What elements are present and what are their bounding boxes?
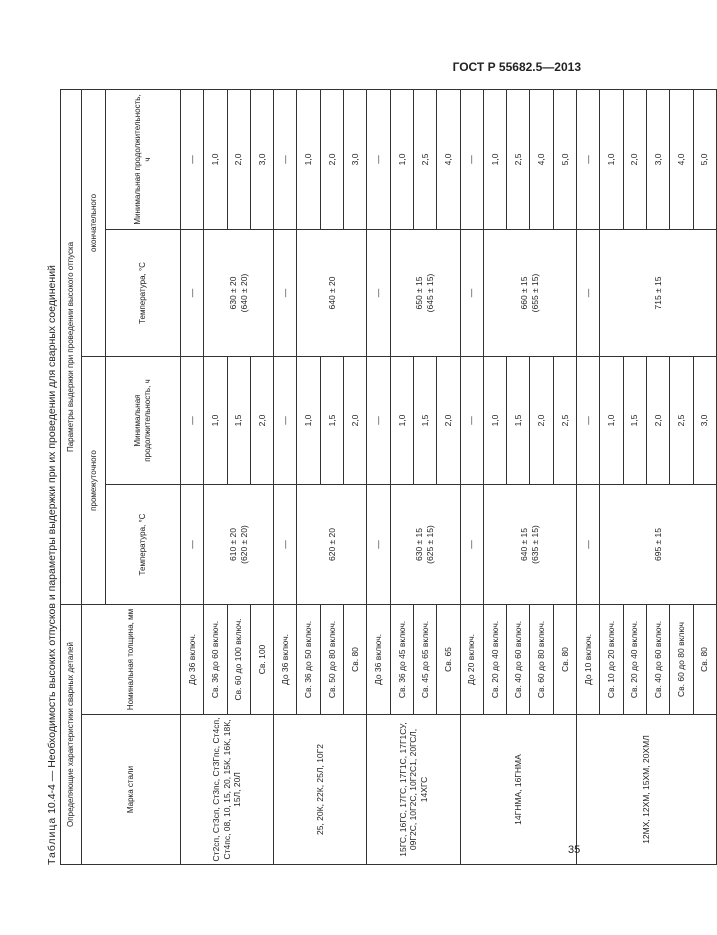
duration-final-cell: 3,0 xyxy=(344,89,367,229)
duration-intermediate-cell: 1,0 xyxy=(297,357,320,485)
temp-final-cell: 630 ± 20 (640 ± 20) xyxy=(204,230,274,357)
temp-final-cell: 650 ± 15 (645 ± 15) xyxy=(390,230,460,357)
duration-intermediate-cell: 1,0 xyxy=(390,357,413,485)
steel-grade-cell: Ст2сп, Ст3сп, Ст3пс, Ст3Гпс, Ст4сп, Ст4пс, 08, 10, 15, 20, 15К, 16К, 18К, 15Л, 20Л xyxy=(181,715,274,865)
duration-final-cell: — xyxy=(181,89,204,229)
table-row xyxy=(460,89,483,864)
duration-intermediate-cell: — xyxy=(577,357,600,485)
duration-final-cell: 2,5 xyxy=(413,89,436,229)
header-final: окончательного xyxy=(82,89,106,356)
table-row xyxy=(367,89,390,864)
duration-final-cell: 1,0 xyxy=(600,89,623,229)
header-thickness: Номинальная толщина, мм xyxy=(82,605,181,715)
temp-intermediate-cell: — xyxy=(367,485,390,605)
thickness-cell: Св. 40 до 60 включ. xyxy=(507,605,530,715)
header-duration-intermediate: Минимальная продолжительность, ч xyxy=(106,357,181,485)
temp-intermediate-cell: 630 ± 15 (625 ± 15) xyxy=(390,485,460,605)
temp-final-cell: 660 ± 15 (655 ± 15) xyxy=(483,230,576,357)
thickness-cell: До 20 включ. xyxy=(460,605,483,715)
duration-intermediate-cell: 3,0 xyxy=(693,357,716,485)
duration-final-cell: 5,0 xyxy=(553,89,576,229)
thickness-cell: Св. 80 xyxy=(553,605,576,715)
duration-intermediate-cell: 1,0 xyxy=(204,357,227,485)
header-defining: Определяющие характеристики сварных деталей xyxy=(61,605,82,865)
header-duration-final: Минимальная продолжительность, ч xyxy=(106,89,181,229)
thickness-cell: Св. 20 до 40 включ. xyxy=(483,605,506,715)
thickness-cell: До 36 включ. xyxy=(274,605,297,715)
duration-intermediate-cell: — xyxy=(181,357,204,485)
header-params: Параметры выдержки при проведении высокого отпуска xyxy=(61,89,82,604)
temp-intermediate-cell: 640 ± 15 (635 ± 15) xyxy=(483,485,576,605)
duration-intermediate-cell: — xyxy=(460,357,483,485)
duration-intermediate-cell: 2,0 xyxy=(646,357,669,485)
temp-intermediate-cell: 695 ± 15 xyxy=(600,485,716,605)
temp-final-cell: — xyxy=(181,230,204,357)
thickness-cell: Св. 60 до 80 включ. xyxy=(530,605,553,715)
temp-intermediate-cell: — xyxy=(577,485,600,605)
thickness-cell: Св. 36 до 50 включ. xyxy=(297,605,320,715)
table-caption xyxy=(44,90,60,865)
steel-grade-cell: 14ГНМА, 16ГНМА xyxy=(460,715,576,865)
duration-final-cell: 2,0 xyxy=(320,89,343,229)
header-temp-final: Температура, °С xyxy=(106,230,181,357)
thickness-cell: Св. 100 xyxy=(250,605,273,715)
duration-final-cell: 1,0 xyxy=(204,89,227,229)
duration-final-cell: 5,0 xyxy=(693,89,716,229)
header-temp-intermediate: Температура, °С xyxy=(106,485,181,605)
thickness-cell: Св. 80 xyxy=(693,605,716,715)
thickness-cell: Св. 20 до 40 включ. xyxy=(623,605,646,715)
duration-intermediate-cell: 1,0 xyxy=(600,357,623,485)
duration-final-cell: 3,0 xyxy=(646,89,669,229)
duration-intermediate-cell: — xyxy=(274,357,297,485)
duration-final-cell: 4,0 xyxy=(670,89,693,229)
thickness-cell: Св. 36 до 45 включ. xyxy=(390,605,413,715)
duration-intermediate-cell: 2,0 xyxy=(344,357,367,485)
thickness-cell: Св. 50 до 80 включ. xyxy=(320,605,343,715)
duration-intermediate-cell: 2,5 xyxy=(553,357,576,485)
duration-intermediate-cell: 1,5 xyxy=(623,357,646,485)
temp-final-cell: 715 ± 15 xyxy=(600,230,716,357)
duration-intermediate-cell: 2,5 xyxy=(670,357,693,485)
header-intermediate: промежуточного xyxy=(82,357,106,605)
steel-grade-cell: 15ГС, 16ГС, 17ГС, 17Г1С, 17Г1СУ, 09Г2С, 10Г2С, 10Г2С1, 20ГСЛ, 14ХГС xyxy=(367,715,460,865)
temp-intermediate-cell: — xyxy=(181,485,204,605)
caption-label: Таблица xyxy=(46,816,58,865)
duration-intermediate-cell: 1,0 xyxy=(483,357,506,485)
duration-final-cell: — xyxy=(460,89,483,229)
thickness-cell: Св. 36 до 60 включ. xyxy=(204,605,227,715)
caption-number: 10.4-4 xyxy=(46,784,58,814)
caption-text: — Необходимость высоких отпусков и параметры выдержки при их проведении для сварных соединений xyxy=(46,265,58,785)
duration-final-cell: 4,0 xyxy=(437,89,460,229)
table-row xyxy=(181,89,204,864)
duration-intermediate-cell: 1,5 xyxy=(320,357,343,485)
temp-intermediate-cell: 620 ± 20 xyxy=(297,485,367,605)
duration-intermediate-cell: 1,5 xyxy=(227,357,250,485)
duration-final-cell: 2,5 xyxy=(507,89,530,229)
thickness-cell: До 36 включ. xyxy=(367,605,390,715)
header-steel: Марка стали xyxy=(82,715,181,865)
duration-final-cell: 4,0 xyxy=(530,89,553,229)
duration-final-cell: — xyxy=(367,89,390,229)
thickness-cell: До 36 включ. xyxy=(181,605,204,715)
duration-final-cell: 1,0 xyxy=(297,89,320,229)
duration-intermediate-cell: — xyxy=(367,357,390,485)
duration-final-cell: 2,0 xyxy=(623,89,646,229)
page-number: 35 xyxy=(568,844,581,856)
thickness-cell: Св. 40 до 60 включ. xyxy=(646,605,669,715)
thickness-cell: Св. 60 до 100 включ. xyxy=(227,605,250,715)
thickness-cell: Св. 45 до 65 включ. xyxy=(413,605,436,715)
thickness-cell: Св. 10 до 20 включ. xyxy=(600,605,623,715)
duration-final-cell: 1,0 xyxy=(390,89,413,229)
temp-intermediate-cell: 610 ± 20 (620 ± 20) xyxy=(204,485,274,605)
thickness-cell: До 10 включ. xyxy=(577,605,600,715)
steel-grade-cell: 25, 20К, 22К, 25Л, 10Г2 xyxy=(274,715,367,865)
rotated-table-block xyxy=(44,90,710,865)
duration-final-cell: 1,0 xyxy=(483,89,506,229)
duration-intermediate-cell: 2,0 xyxy=(530,357,553,485)
duration-intermediate-cell: 2,0 xyxy=(250,357,273,485)
steel-tempering-table xyxy=(60,89,717,865)
thickness-cell: Св. 80 xyxy=(344,605,367,715)
thickness-cell: Св. 60 до 80 включ xyxy=(670,605,693,715)
duration-intermediate-cell: 2,0 xyxy=(437,357,460,485)
temp-final-cell: — xyxy=(367,230,390,357)
thickness-cell: Св. 65 xyxy=(437,605,460,715)
temp-final-cell: 640 ± 20 xyxy=(297,230,367,357)
document-header: ГОСТ Р 55682.5—2013 xyxy=(452,60,581,74)
duration-final-cell: — xyxy=(274,89,297,229)
duration-intermediate-cell: 1,5 xyxy=(507,357,530,485)
duration-final-cell: 3,0 xyxy=(250,89,273,229)
temp-final-cell: — xyxy=(460,230,483,357)
duration-intermediate-cell: 1,5 xyxy=(413,357,436,485)
duration-final-cell: 2,0 xyxy=(227,89,250,229)
temp-intermediate-cell: — xyxy=(460,485,483,605)
steel-grade-cell: 12МХ, 12ХМ, 15ХМ, 20ХМЛ xyxy=(577,715,717,865)
table-row xyxy=(577,89,600,864)
temp-final-cell: — xyxy=(274,230,297,357)
temp-intermediate-cell: — xyxy=(274,485,297,605)
temp-final-cell: — xyxy=(577,230,600,357)
table-row xyxy=(274,89,297,864)
duration-final-cell: — xyxy=(577,89,600,229)
